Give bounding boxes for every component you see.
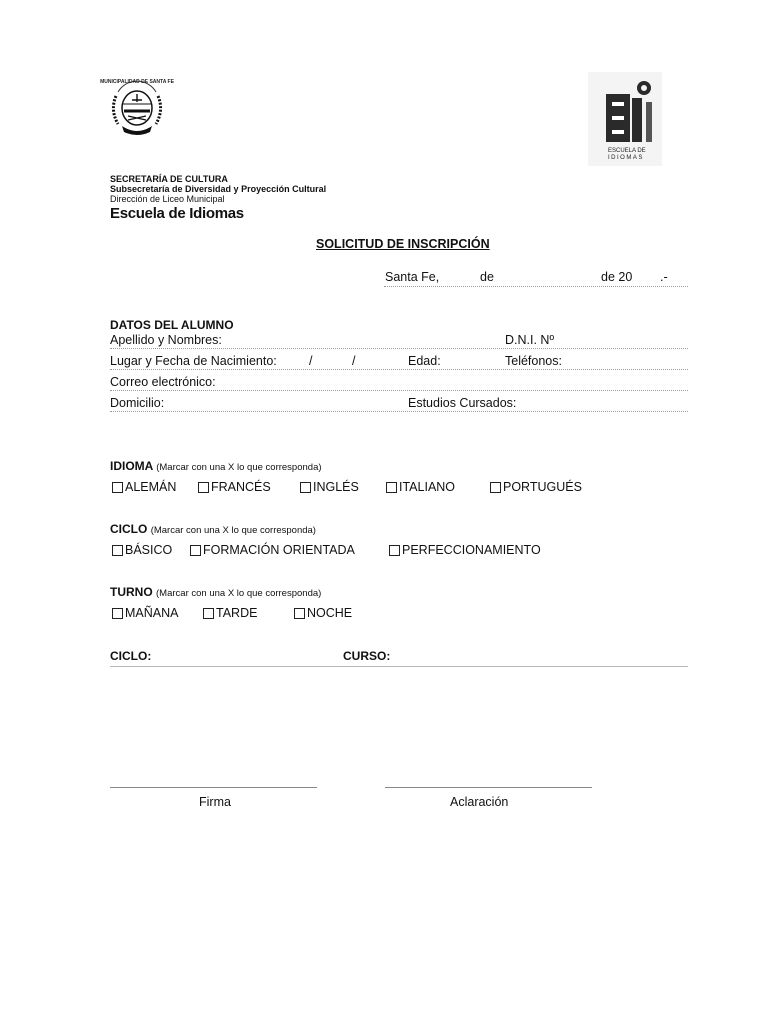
logo-text-2: IDIOMAS (608, 155, 644, 161)
header-line-1: SECRETARÍA DE CULTURA (110, 174, 228, 184)
estudios-label: Estudios Cursados: (408, 396, 517, 410)
edad-label: Edad: (408, 354, 441, 368)
checkbox[interactable] (386, 482, 397, 493)
date-de-2: de 20 (601, 270, 633, 284)
municipal-seal (100, 74, 174, 138)
alumno-heading: DATOS DEL ALUMNO (110, 318, 234, 332)
firma-line[interactable] (110, 787, 317, 788)
turno-option-noche[interactable] (294, 606, 352, 620)
school-name: Escuela de Idiomas (110, 205, 244, 222)
ciclo-option-formacion[interactable] (190, 543, 355, 557)
lugar-fecha-label: Lugar y Fecha de Nacimiento: (110, 354, 277, 368)
form-title: SOLICITUD DE INSCRIPCIÓN (316, 237, 490, 251)
option-label: PORTUGUÉS (503, 480, 582, 494)
turno-heading (110, 585, 321, 599)
option-label: TARDE (216, 606, 258, 620)
date-end: .- (660, 270, 668, 284)
date-slash-1: / (309, 354, 313, 368)
curso-field-label: CURSO: (343, 649, 391, 663)
checkbox[interactable] (112, 545, 123, 556)
date-slash-2: / (352, 354, 356, 368)
seal-text: MUNICIPALIDAD DE SANTA FE (100, 79, 174, 85)
checkbox[interactable] (112, 482, 123, 493)
firma-label: Firma (199, 795, 231, 809)
aclaracion-line[interactable] (385, 787, 592, 788)
option-label: PERFECCIONAMIENTO (402, 543, 541, 557)
turno-option-tarde[interactable] (203, 606, 257, 620)
logo-text-1: ESCUELA DE (608, 148, 646, 154)
dni-label: D.N.I. Nº (505, 333, 555, 347)
checkbox[interactable] (389, 545, 400, 556)
ciclo-heading (110, 522, 316, 536)
correo-label: Correo electrónico: (110, 375, 216, 389)
checkbox[interactable] (490, 482, 501, 493)
date-city: Santa Fe, (385, 270, 440, 284)
correo-field[interactable] (110, 390, 688, 391)
idioma-heading (110, 459, 322, 473)
option-label: FRANCÉS (211, 480, 271, 494)
ciclo-field-label: CICLO: (110, 649, 152, 663)
idioma-option-italiano[interactable] (386, 480, 455, 494)
ciclo-option-basico[interactable] (112, 543, 172, 557)
checkbox[interactable] (294, 608, 305, 619)
checkbox[interactable] (198, 482, 209, 493)
apellido-label: Apellido y Nombres: (110, 333, 222, 347)
option-label: NOCHE (307, 606, 353, 620)
option-label: FORMACIÓN ORIENTADA (203, 543, 355, 557)
option-label: ITALIANO (399, 480, 456, 494)
option-label: INGLÉS (313, 480, 359, 494)
ciclo-option-perfeccionamiento[interactable] (389, 543, 541, 557)
date-de-1: de (480, 270, 494, 284)
idioma-note: (Marcar con una X lo que corresponda) (156, 462, 322, 473)
aclaracion-label: Aclaración (450, 795, 509, 809)
idioma-title: IDIOMA (110, 459, 153, 473)
lugar-fecha-field[interactable] (110, 369, 688, 370)
idioma-option-frances[interactable] (198, 480, 271, 494)
checkbox[interactable] (300, 482, 311, 493)
date-underline[interactable] (384, 286, 688, 287)
telefonos-label: Teléfonos: (505, 354, 562, 368)
ciclo-note: (Marcar con una X lo que corresponda) (150, 525, 316, 536)
idioma-option-ingles[interactable] (300, 480, 359, 494)
apellido-field[interactable] (110, 348, 688, 349)
school-logo (588, 72, 662, 166)
turno-option-manana[interactable] (112, 606, 178, 620)
domicilio-field[interactable] (110, 411, 688, 412)
domicilio-label: Domicilio: (110, 396, 165, 410)
option-label: ALEMÁN (125, 480, 177, 494)
idioma-option-portugues[interactable] (490, 480, 582, 494)
turno-note: (Marcar con una X lo que corresponda) (156, 588, 322, 599)
option-label: MAÑANA (125, 606, 179, 620)
idioma-option-aleman[interactable] (112, 480, 176, 494)
checkbox[interactable] (190, 545, 201, 556)
header-line-2: Subsecretaría de Diversidad y Proyección Cultural (110, 184, 327, 194)
ciclo-curso-field[interactable] (110, 666, 688, 667)
ciclo-title: CICLO (110, 522, 148, 536)
checkbox[interactable] (112, 608, 123, 619)
checkbox[interactable] (203, 608, 214, 619)
header-line-3: Dirección de Liceo Municipal (110, 194, 225, 204)
option-label: BÁSICO (125, 543, 173, 557)
turno-title: TURNO (110, 585, 153, 599)
